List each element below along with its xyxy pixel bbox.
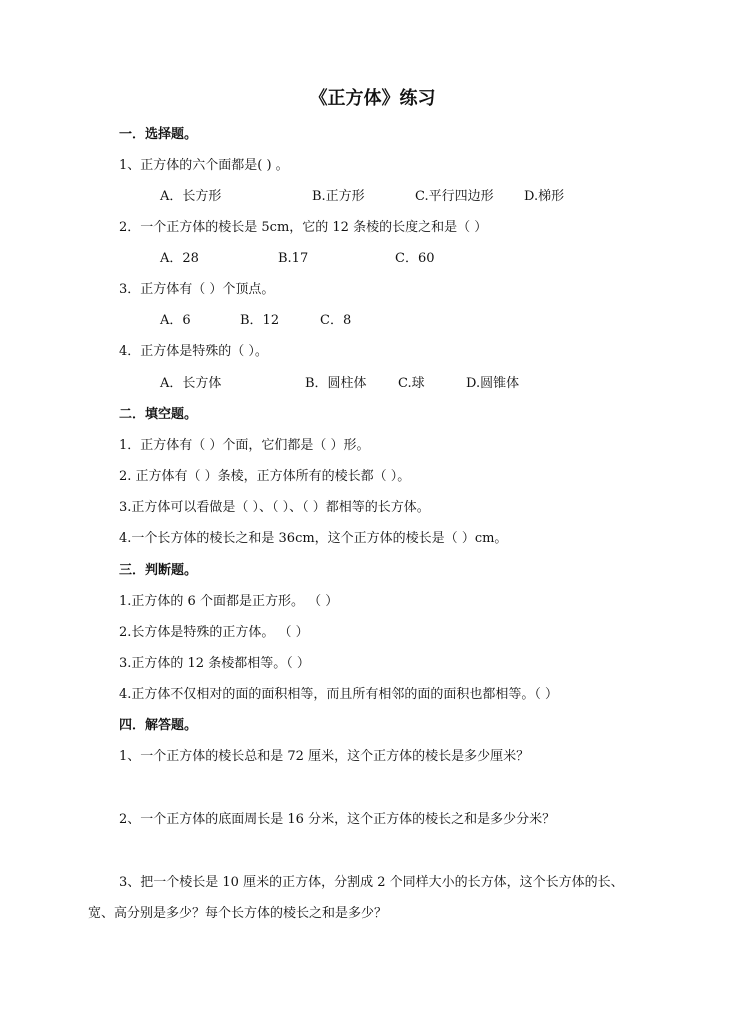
option: B．圆柱体 bbox=[305, 376, 367, 391]
question-text: 2. 正方体有（ ）条棱，正方体所有的棱长都（ ）。 bbox=[119, 469, 411, 484]
page-title: 《正方体》练习 bbox=[309, 88, 436, 109]
option: B．12 bbox=[240, 313, 280, 328]
option: B.17 bbox=[278, 251, 309, 266]
question-text: 4.正方体不仅相对的面的面积相等，而且所有相邻的面的面积也都相等。（ ） bbox=[119, 687, 559, 702]
question-text: 1.正方体的 6 个面都是正方形。 （ ） bbox=[119, 594, 339, 609]
question-text: 4．正方体是特殊的（ ）。 bbox=[119, 344, 268, 359]
option: A．6 bbox=[160, 313, 191, 328]
question-text: 1、一个正方体的棱长总和是 72 厘米，这个正方体的棱长是多少厘米？ bbox=[119, 749, 530, 764]
question-text: 2、一个正方体的底面周长是 16 分米，这个正方体的棱长之和是多少分米？ bbox=[119, 812, 556, 827]
question-text: 宽、高分别是多少？每个长方体的棱长之和是多少？ bbox=[88, 906, 388, 921]
option: A．长方形 bbox=[160, 189, 222, 204]
option: D.圆锥体 bbox=[466, 376, 520, 391]
option: C．60 bbox=[395, 251, 435, 266]
section-heading-judge: 三．判断题。 bbox=[119, 563, 198, 578]
section-heading-fill: 二．填空题。 bbox=[119, 407, 198, 422]
option: C.球 bbox=[398, 376, 425, 391]
option: B.正方形 bbox=[312, 189, 365, 204]
section-heading-choice: 一．选择题。 bbox=[119, 127, 198, 142]
option: D.梯形 bbox=[524, 189, 565, 204]
question-text: 1．正方体有（ ）个面，它们都是（ ）形。 bbox=[119, 438, 370, 453]
option: A．28 bbox=[160, 251, 199, 266]
question-text: 3、把一个棱长是 10 厘米的正方体，分割成 2 个同样大小的长方体，这个长方体的长、 bbox=[119, 875, 624, 890]
section-heading-solve: 四．解答题。 bbox=[119, 718, 198, 733]
question-text: 2．一个正方体的棱长是 5cm，它的 12 条棱的长度之和是（ ） bbox=[119, 220, 488, 235]
question-text: 2.长方体是特殊的正方体。 （ ） bbox=[119, 625, 309, 640]
question-text: 3．正方体有（ ）个顶点。 bbox=[119, 282, 275, 297]
question-text: 4.一个长方体的棱长之和是 36cm，这个正方体的棱长是（ ）cm。 bbox=[119, 531, 508, 546]
option: C.平行四边形 bbox=[415, 189, 494, 204]
question-text: 3.正方体的 12 条棱都相等。（ ） bbox=[119, 656, 310, 671]
option: C．8 bbox=[320, 313, 352, 328]
question-text: 3.正方体可以看做是（ ）、（ ）、（ ）都相等的长方体。 bbox=[119, 500, 430, 515]
option: A．长方体 bbox=[160, 376, 222, 391]
question-text: 1、正方体的六个面都是( ) 。 bbox=[119, 158, 289, 173]
